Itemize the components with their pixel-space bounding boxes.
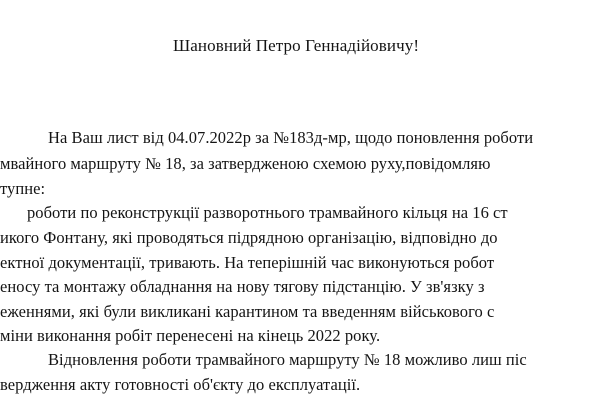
- body-line: тупне:: [0, 179, 46, 198]
- body-line: міни виконання робіт перенесені на кінець 2022 року.: [0, 326, 381, 345]
- body-line: На Ваш лист від 04.07.2022р за №183д-мр, щодо поновлення роботи: [48, 128, 534, 147]
- body-line: икого Фонтану, які проводяться підрядною організацію, відповідно до: [0, 228, 498, 247]
- body-line: еносу та монтажу обладнання на нову тягову підстанцію. У зв'язку з: [0, 277, 485, 296]
- body-line: еженнями, які були викликані карантином та введенням військового с: [0, 302, 495, 321]
- body-line: вердження акту готовності об'єкту до експлуатації.: [0, 375, 361, 394]
- body-line: Відновлення роботи трамвайного маршруту № 18 можливо лиш піс: [48, 350, 527, 369]
- body-line: ектної документації, тривають. На теперішній час виконуються робот: [0, 253, 495, 272]
- salutation: Шановний Петро Геннадійовичу!: [173, 36, 420, 55]
- body-line: мвайного маршруту № 18, за затвердженою схемою руху,повідомляю: [0, 154, 491, 173]
- body-line: роботи по реконструкції разворотнього трамвайного кільця на 16 ст: [27, 203, 508, 222]
